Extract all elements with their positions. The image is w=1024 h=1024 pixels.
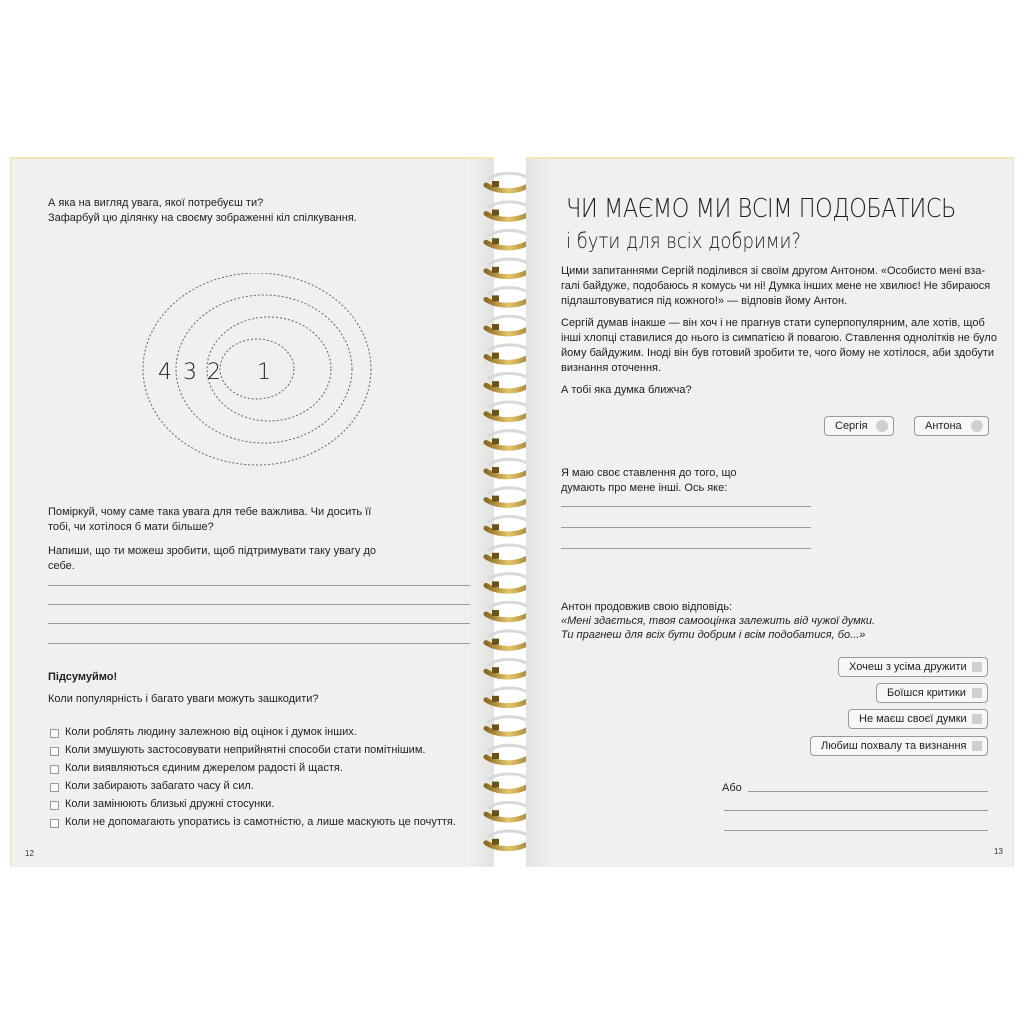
answer-line[interactable] — [48, 585, 470, 586]
answer-line[interactable] — [724, 810, 988, 811]
communication-circles — [139, 273, 375, 487]
page-number-left: 12 — [25, 849, 34, 858]
paragraph-line: Цими запитаннями Сергій поділився зі своїм другом Антоном. «Особисто мені вза- — [561, 265, 986, 277]
answer-line[interactable] — [561, 527, 811, 528]
spiral-hole — [492, 524, 499, 530]
option-love-praise[interactable] — [810, 736, 988, 756]
summary-title: Підсумуймо! — [48, 671, 118, 683]
paragraph-line: Сергій думав інакше — він хоч і не прагнув стати суперпопулярним, але хотів, щоб — [561, 317, 985, 329]
own-opinion-line-1: Я маю своє ставлення до того, що — [561, 467, 737, 479]
checklist-item: Коли роблять людину залежною від оцінок і думок інших. — [65, 726, 357, 738]
page-subtitle: і бути для всіх добрими? — [566, 229, 802, 253]
spiral-hole — [492, 181, 499, 187]
spiral-hole — [492, 267, 499, 273]
checkbox[interactable] — [50, 729, 59, 738]
spiral-hole — [492, 467, 499, 473]
spiral-hole — [492, 782, 499, 788]
choice-anton-button[interactable] — [914, 416, 989, 436]
write-line-1: Напиши, що ти можеш зробити, щоб підтримувати таку увагу до — [48, 545, 377, 557]
option-label: Боїшся критики — [887, 687, 966, 699]
or-label: Або — [722, 782, 742, 794]
spiral-hole — [492, 667, 499, 673]
summary-question: Коли популярність і багато уваги можуть зашкодити? — [48, 693, 319, 705]
option-want-to-be-friends[interactable] — [838, 657, 988, 677]
checkbox-icon — [972, 714, 982, 724]
spiral-hole — [492, 839, 499, 845]
option-fear-criticism[interactable] — [876, 683, 988, 703]
paragraph-line: йому байдужим. Іноді він був готовий зробити те, чого йому не хотілося, аби здобути — [561, 347, 995, 359]
spiral-hole — [492, 696, 499, 702]
circle-label-2: 2 — [207, 360, 221, 385]
choice-label: Сергія — [835, 420, 868, 432]
notebook-spread — [10, 157, 1014, 867]
spiral-hole — [492, 295, 499, 301]
checkbox[interactable] — [50, 783, 59, 792]
spiral-hole — [492, 639, 499, 645]
spiral-hole — [492, 496, 499, 502]
spiral-hole — [492, 381, 499, 387]
answer-line[interactable] — [48, 604, 470, 605]
opinion-question: А тобі яка думка ближча? — [561, 384, 692, 396]
circle-label-1: 1 — [257, 360, 271, 385]
quote-line-2: Ти прагнеш для всіх бути добрим і всім подобатися, бо...» — [561, 629, 866, 641]
checkbox[interactable] — [50, 819, 59, 828]
spiral-hole — [492, 581, 499, 587]
spiral-hole — [492, 810, 499, 816]
checkbox-icon — [972, 688, 982, 698]
page-number-right: 13 — [994, 847, 1003, 856]
paragraph-line: визнання оточення. — [561, 362, 662, 374]
paragraph-line: галі байдуже, подобаюсь я комусь чи ні! Думка інших мене не хвилює! Не збираюся — [561, 280, 991, 292]
checkbox[interactable] — [50, 765, 59, 774]
spiral-hole — [492, 753, 499, 759]
spiral-hole — [492, 610, 499, 616]
radio-dot-icon — [876, 420, 888, 432]
left-page — [10, 157, 494, 867]
checklist-item: Коли змушують застосовувати неприйнятні способи стати помітнішим. — [65, 744, 426, 756]
checkbox[interactable] — [50, 801, 59, 810]
circle-label-3: 3 — [183, 360, 197, 385]
quote-line-1: «Мені здається, твоя самооцінка залежить від чужої думки. — [561, 615, 876, 627]
choice-sergiy-button[interactable] — [824, 416, 894, 436]
circle-label-4: 4 — [158, 360, 172, 385]
spiral-hole — [492, 324, 499, 330]
answer-line[interactable] — [48, 623, 470, 624]
answer-line[interactable] — [561, 506, 811, 507]
paragraph-line: підлаштовуватися під кожного!» — відповів йому Антон. — [561, 295, 848, 307]
checkbox-icon — [972, 741, 982, 751]
answer-line[interactable] — [724, 830, 988, 831]
spiral-hole — [492, 238, 499, 244]
option-label: Не маєш своєї думки — [859, 713, 967, 725]
paragraph-line: інші хлопці ставилися до нього із симпатією й повагою. Ставлення однолітків не було — [561, 332, 997, 344]
option-label: Хочеш з усіма дружити — [849, 661, 967, 673]
spiral-hole — [492, 410, 499, 416]
checkbox-icon — [972, 662, 982, 672]
answer-line[interactable] — [561, 548, 811, 549]
checklist-item: Коли замінюють близькі дружні стосунки. — [65, 798, 275, 810]
option-no-own-opinion[interactable] — [848, 709, 988, 729]
spiral-hole — [492, 353, 499, 359]
spiral-hole — [492, 724, 499, 730]
reflect-line-2: тобі, чи хотілося б мати більше? — [48, 521, 214, 533]
reflect-line-1: Поміркуй, чому саме така увага для тебе важлива. Чи досить її — [48, 506, 372, 518]
spiral-hole — [492, 553, 499, 559]
spiral-hole — [492, 210, 499, 216]
write-line-2: себе. — [48, 560, 75, 572]
radio-dot-icon — [971, 420, 983, 432]
checkbox[interactable] — [50, 747, 59, 756]
intro-line-1: А яка на вигляд увага, якої потребуєш ти? — [48, 197, 264, 209]
choice-label: Антона — [925, 420, 962, 432]
checklist-item: Коли виявляються єдиним джерелом радості й щастя. — [65, 762, 343, 774]
answer-line[interactable] — [48, 643, 470, 644]
right-page — [526, 157, 1014, 867]
answer-line[interactable] — [748, 791, 988, 792]
spiral-hole — [492, 438, 499, 444]
page-title: ЧИ МАЄМО МИ ВСІМ ПОДОБАТИСЬ — [566, 194, 956, 224]
checklist-item: Коли забирають забагато часу й сил. — [65, 780, 254, 792]
intro-line-2: Зафарбуй цю ділянку на своєму зображенні кіл спілкування. — [48, 212, 357, 224]
anton-continued: Антон продовжив свою відповідь: — [561, 601, 733, 613]
option-label: Любиш похвалу та визнання — [821, 740, 967, 752]
own-opinion-line-2: думають про мене інші. Ось яке: — [561, 482, 728, 494]
checklist-item: Коли не допомагають упоратись із самотністю, а лише маскують це почуття. — [65, 816, 456, 828]
